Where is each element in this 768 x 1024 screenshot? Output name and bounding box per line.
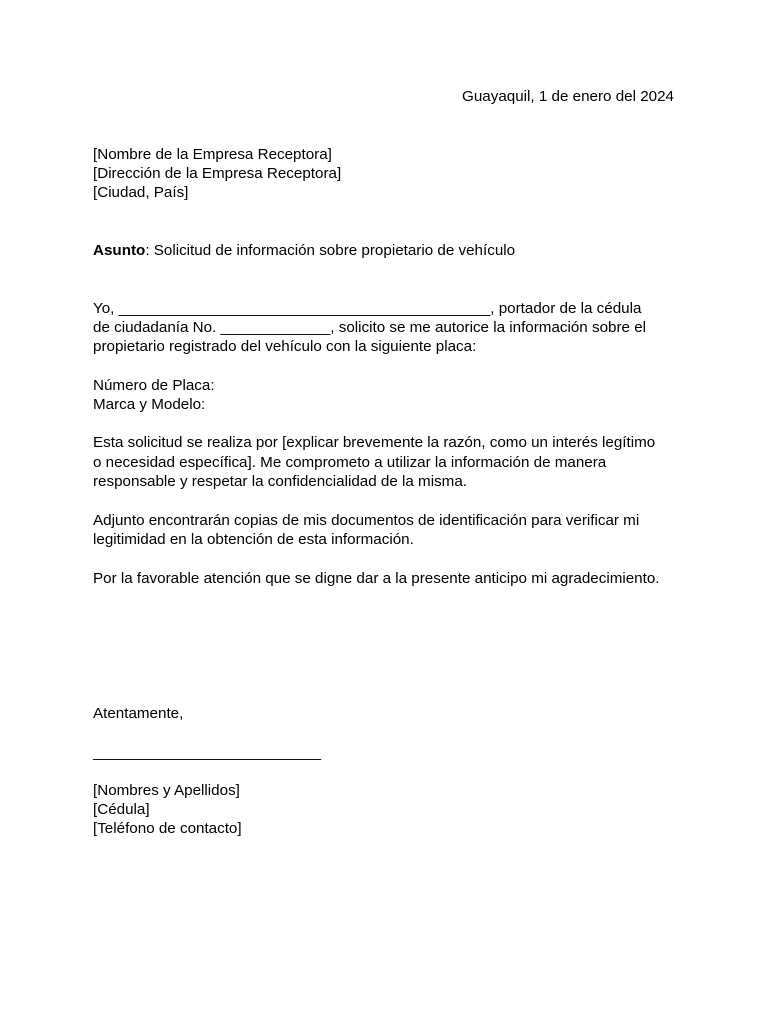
recipient-name: [Nombre de la Empresa Receptora] <box>93 146 332 163</box>
subject-text: : Solicitud de información sobre propietario de vehículo <box>145 242 516 259</box>
body-p1-line1: Yo, ____________________________________________, portador de la cédula <box>93 300 642 317</box>
signature-line: ___________________________ <box>93 744 322 761</box>
body-p3-line2: legitimidad en la obtención de esta información. <box>93 531 414 548</box>
body-p4: Por la favorable atención que se digne dar a la presente anticipo mi agradecimiento. <box>93 570 660 587</box>
date-line: Guayaquil, 1 de enero del 2024 <box>462 88 674 105</box>
closing: Atentamente, <box>93 705 184 722</box>
body-p2-line3: responsable y respetar la confidencialidad de la misma. <box>93 473 467 490</box>
body-p1-line3: propietario registrado del vehículo con la siguiente placa: <box>93 338 477 355</box>
plate-label: Número de Placa: <box>93 377 215 394</box>
body-p2-line1: Esta solicitud se realiza por [explicar brevemente la razón, como un interés legítimo <box>93 434 656 451</box>
body-p3-line1: Adjunto encontrarán copias de mis documentos de identificación para verificar mi <box>93 512 640 529</box>
signer-id: [Cédula] <box>93 801 150 818</box>
recipient-address: [Dirección de la Empresa Receptora] <box>93 165 342 182</box>
recipient-city: [Ciudad, País] <box>93 184 189 201</box>
body-p2-line2: o necesidad específica]. Me comprometo a utilizar la información de manera <box>93 454 607 471</box>
signer-phone: [Teléfono de contacto] <box>93 820 242 837</box>
signer-names: [Nombres y Apellidos] <box>93 782 240 799</box>
model-label: Marca y Modelo: <box>93 396 206 413</box>
subject-line <box>93 241 515 260</box>
body-p1-line2: de ciudadanía No. _____________, solicito se me autorice la información sobre el <box>93 319 647 336</box>
subject-label: Asunto <box>93 242 146 259</box>
